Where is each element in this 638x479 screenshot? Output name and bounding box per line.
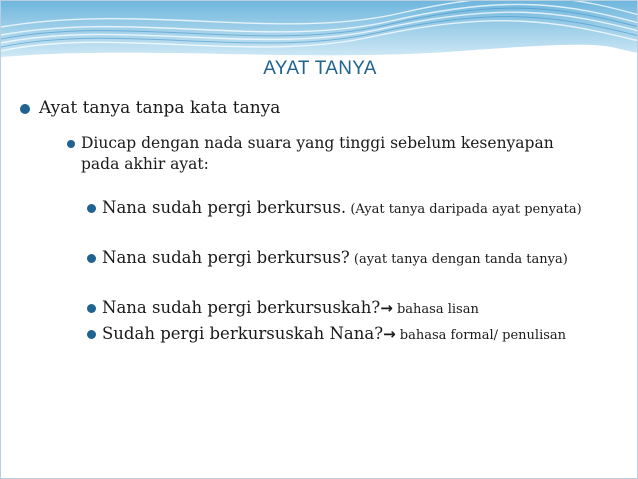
wave-pattern-icon (1, 1, 638, 61)
bullet-dot-icon (87, 304, 96, 313)
example-note: bahasa formal/ penulisan (395, 328, 567, 343)
example-main: Sudah pergi berkursuskah Nana? (102, 324, 384, 343)
bullet-dot-icon (87, 330, 96, 339)
example-note: (ayat tanya dengan tanda tanya) (349, 252, 568, 267)
example-main: Nana sudah pergi berkursus. (102, 198, 347, 217)
example-main: Nana sudah pergi berkursuskah? (102, 298, 381, 317)
bullet-dot-icon (67, 140, 75, 148)
example-1 (87, 197, 607, 221)
bullet-dot-icon (87, 204, 96, 213)
example-3 (87, 297, 607, 321)
right-arrow-icon: → (383, 325, 396, 343)
right-arrow-icon: → (380, 299, 393, 317)
bullet-level2 (67, 133, 587, 175)
example-note: bahasa lisan (392, 302, 479, 317)
bullet-dot-icon (20, 104, 30, 114)
example-note: (Ayat tanya daripada ayat penyata) (346, 202, 582, 217)
bullet-text: Diucap dengan nada suara yang tinggi sebelum kesenyapan pada akhir ayat: (81, 134, 554, 173)
slide-title: AYAT TANYA (263, 58, 377, 79)
decorative-wave-banner (1, 1, 638, 61)
example-4 (87, 323, 607, 347)
example-2 (87, 247, 607, 271)
example-main: Nana sudah pergi berkursus? (102, 248, 350, 267)
bullet-dot-icon (87, 254, 96, 263)
bullet-text: Ayat tanya tanpa kata tanya (39, 98, 281, 118)
